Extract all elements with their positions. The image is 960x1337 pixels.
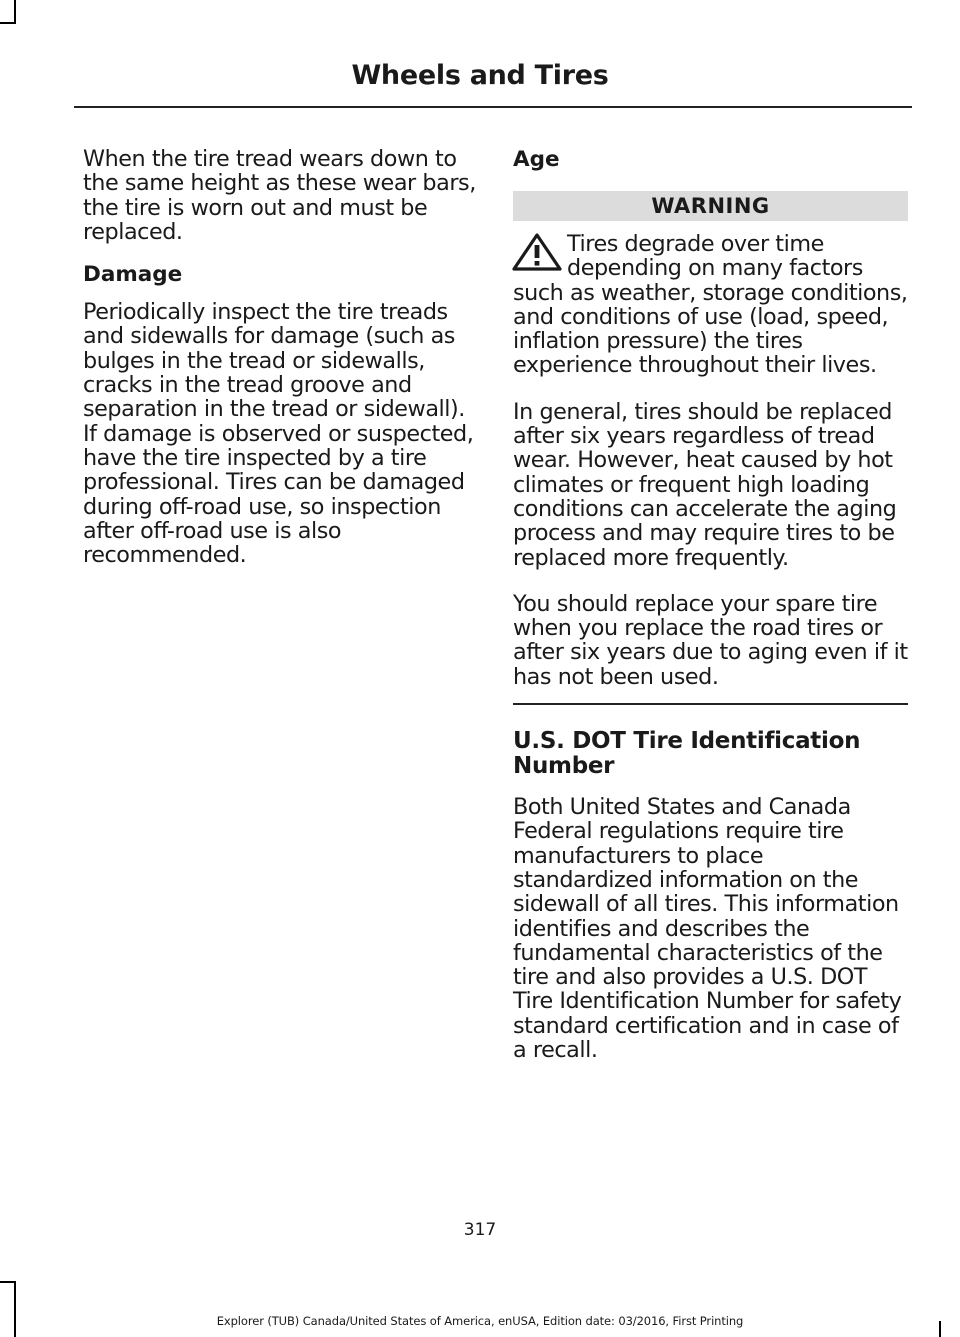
age-paragraph-2: You should replace your spare tire when you replace the road tires or after six years due to aging even if it has not been used. [513, 590, 908, 690]
right-column [513, 147, 908, 1080]
section-divider [513, 703, 908, 705]
warning-text: Tires degrade over time depending on many factors such as weather, storage conditions, and conditions of use (load, speed, inflation pressure) the tires experience throughout their lives. [513, 231, 908, 379]
footer-edition-info: Explorer (TUB) Canada/United States of America, enUSA, Edition date: 03/2016, First Printing [216, 1314, 744, 1328]
warning-text-block [513, 232, 908, 378]
intro-paragraph: When the tire tread wears down to the same height as these wear bars, the tire is worn out and must be replaced. [83, 146, 476, 245]
damage-paragraph: Periodically inspect the tire treads and sidewalls for damage (such as bulges in the tread or sidewalls, cracks in the tread groove and separation in the tread or sidewall). If damage is observed or suspected, have the tire inspected by a tire professional. Tires can be damaged during off-road use, so inspection after off-road use is also recommended. [83, 299, 474, 569]
header-divider [74, 106, 912, 108]
age-heading: Age [513, 147, 560, 172]
page-title: Wheels and Tires [351, 60, 609, 91]
left-column [83, 147, 477, 585]
crop-mark-bottom-left [14, 1281, 16, 1337]
crop-mark-bottom-left-horizontal [0, 1281, 16, 1283]
age-paragraph-1: In general, tires should be replaced after six years regardless of tread wear. However, heat caused by hot climates or frequent high loading conditions can accelerate the aging process and may require tires to be replaced more frequently. [513, 398, 897, 571]
damage-heading: Damage [83, 262, 183, 288]
warning-banner: WARNING [513, 191, 908, 221]
page-number: 317 [463, 1220, 497, 1240]
warning-triangle-icon [511, 232, 563, 272]
dot-tin-heading: U.S. DOT Tire Identification Number [513, 728, 861, 780]
crop-mark-top-left-horizontal [0, 22, 16, 24]
dot-tin-paragraph: Both United States and Canada Federal regulations require tire manufacturers to place standardized information on the sidewall of all tires. This information identifies and describes the fundamental characteristics of the tire and also provides a U.S. DOT Tire Identification Number for safety standard certification and in case of a recall. [513, 794, 902, 1064]
crop-mark-top-left [14, 0, 16, 24]
